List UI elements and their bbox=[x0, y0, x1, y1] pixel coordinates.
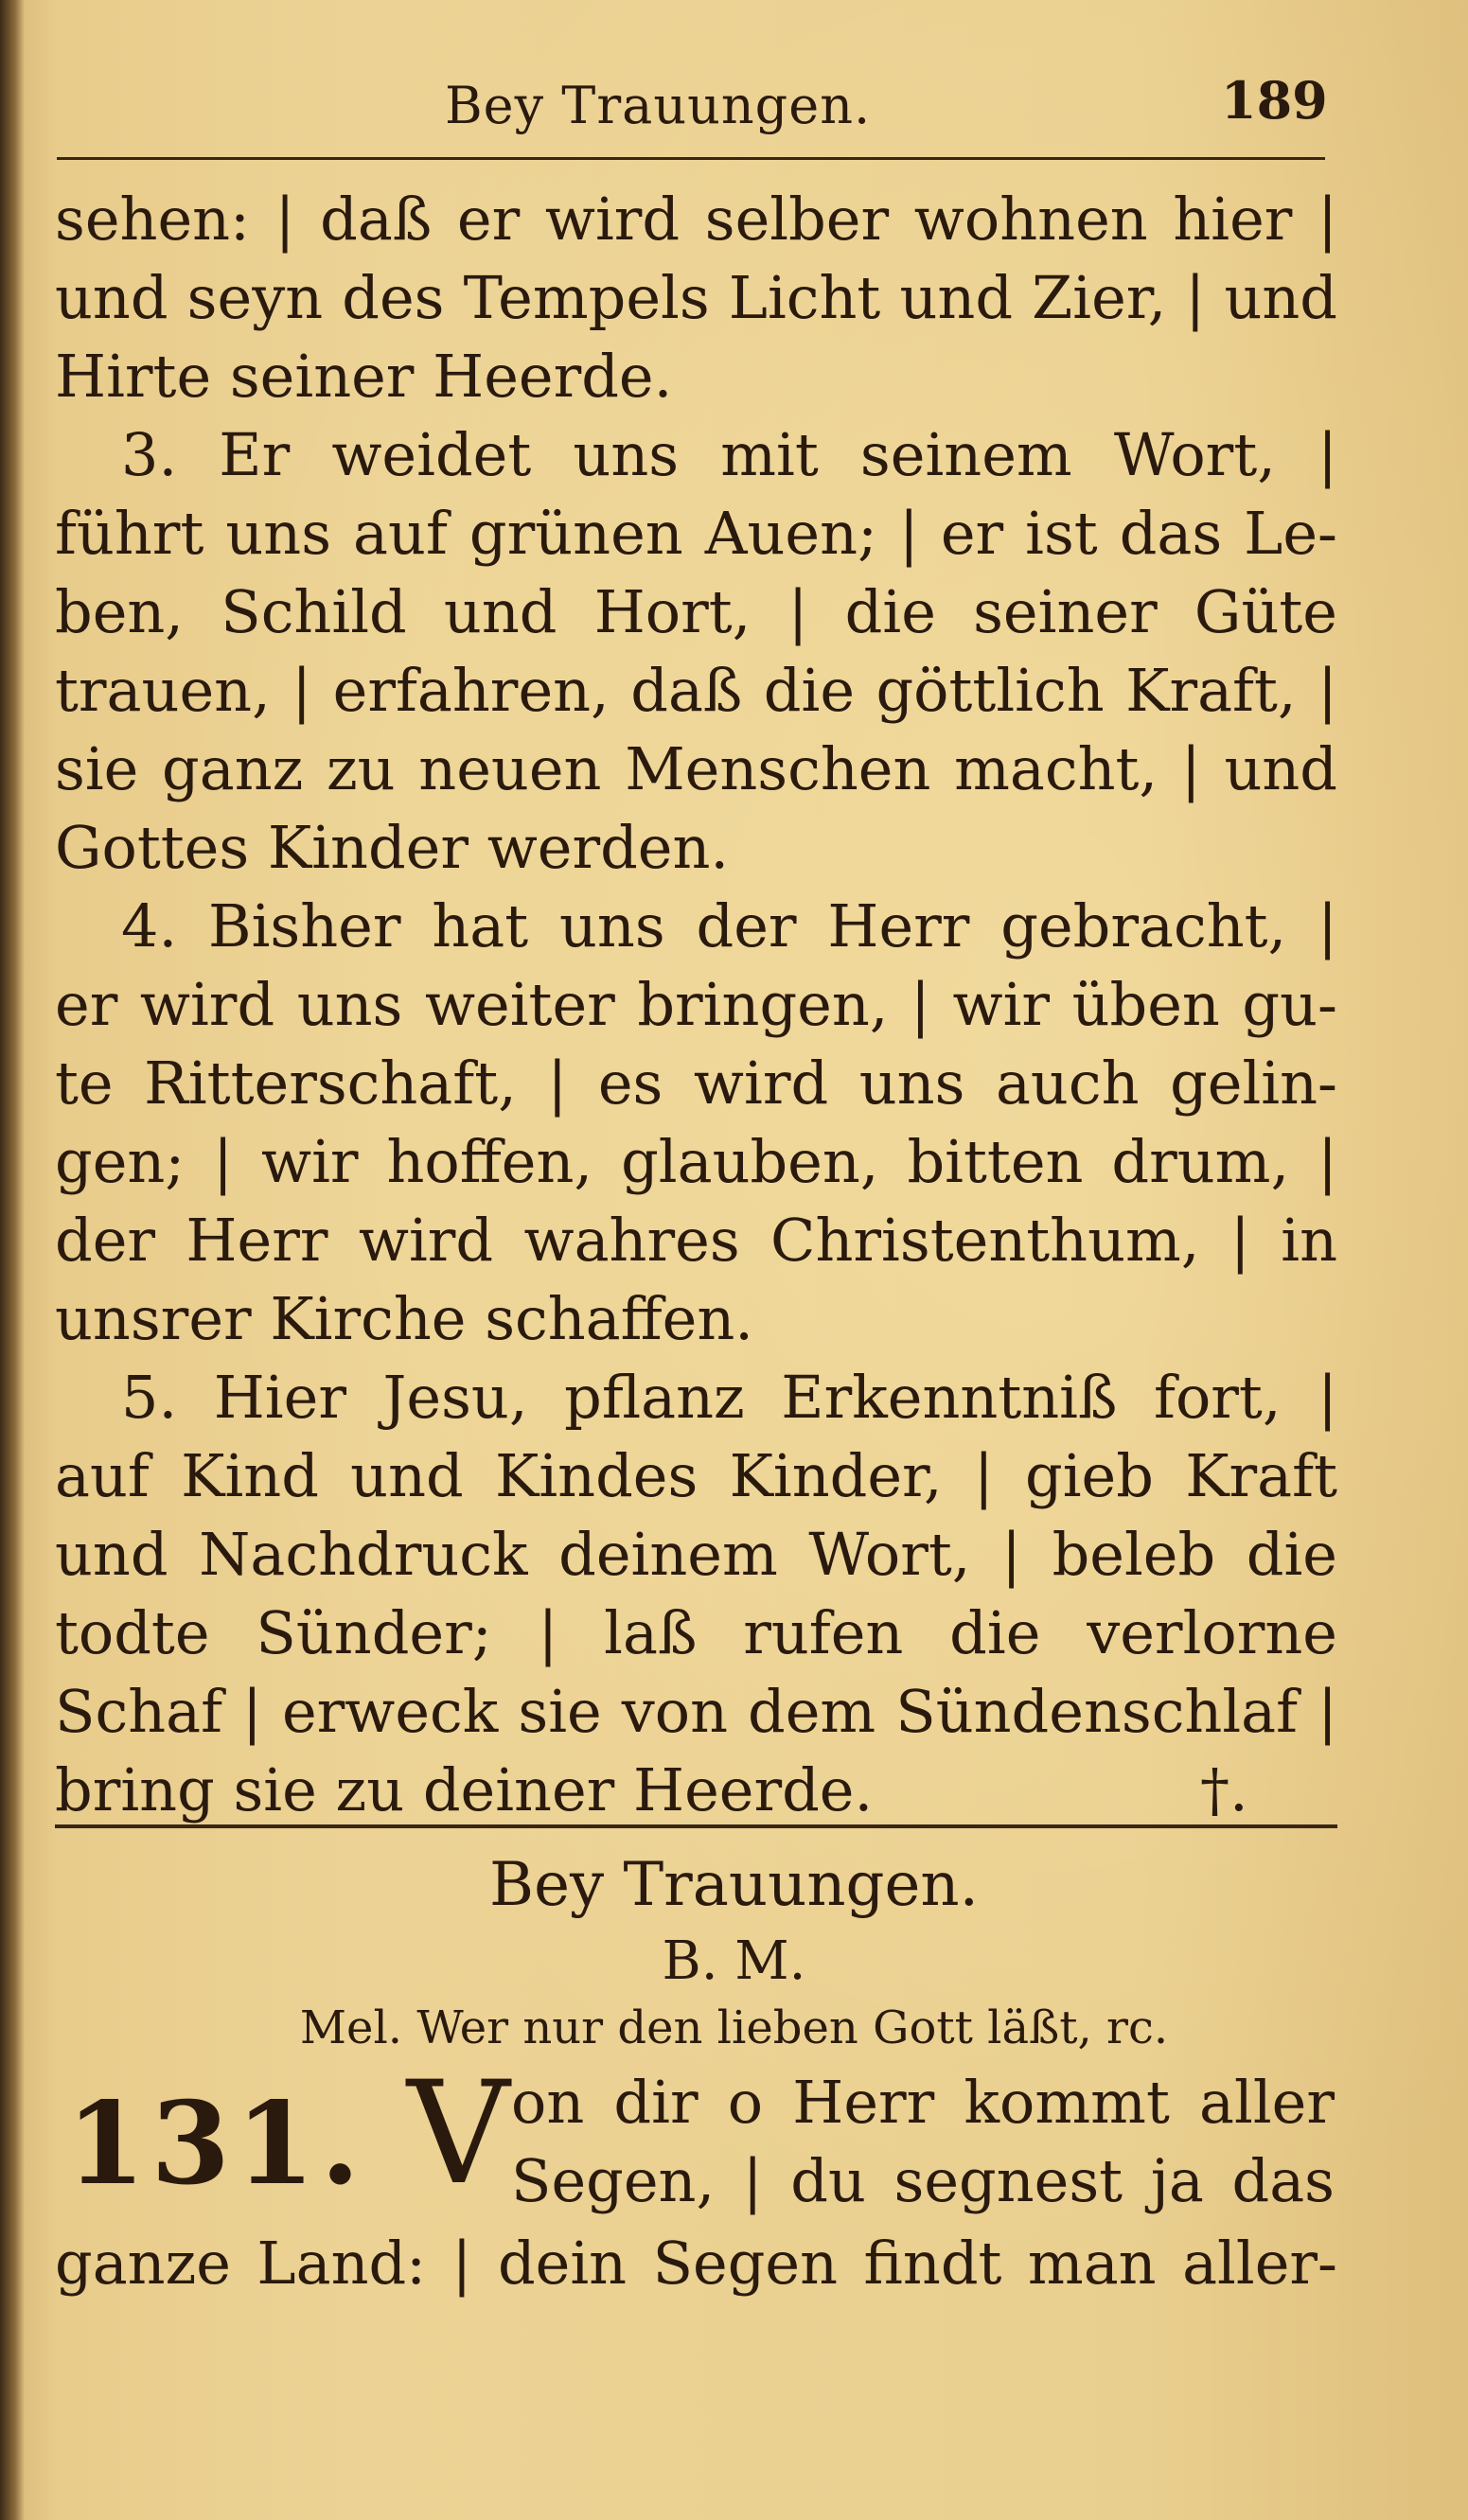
text-line: Hirte seiner Heerde. bbox=[55, 342, 673, 411]
text-line: sehen: | daß er wird selber wohnen hier | bbox=[55, 185, 1337, 254]
melody-reference: Mel. Wer nur den lieben Gott läßt, rc. bbox=[299, 2001, 1169, 2054]
hymn-number: 131. bbox=[66, 2077, 366, 2211]
text-line: trauen, | erfahren, daß die göttlich Kraft, | bbox=[55, 656, 1337, 725]
text-line: te Ritterschaft, | es wird uns auch gelin- bbox=[55, 1049, 1337, 1118]
text-line: und Nachdruck deinem Wort, | beleb die bbox=[55, 1520, 1337, 1589]
page-number: 189 bbox=[1221, 70, 1328, 131]
text-line: auf Kind und Kindes Kinder, | gieb Kraft bbox=[55, 1441, 1337, 1510]
text-line: der Herr wird wahres Christenthum, | in bbox=[55, 1206, 1337, 1275]
verse-3-start: 3. Er weidet uns mit seinem Wort, | bbox=[121, 420, 1337, 489]
verse-5-start: 5. Hier Jesu, pflanz Erkenntniß fort, | bbox=[121, 1363, 1337, 1432]
text-line: ben, Schild und Hort, | die seiner Güte bbox=[55, 577, 1337, 646]
text-line: gen; | wir hoffen, glauben, bitten drum, | bbox=[55, 1127, 1337, 1196]
section-heading: Bey Trauungen. bbox=[489, 1850, 979, 1920]
last-text-line bbox=[55, 1751, 1337, 1829]
text-line: Gottes Kinder werden. bbox=[55, 813, 730, 882]
text-line-content: bring sie zu deiner Heerde. bbox=[55, 1755, 874, 1824]
text-line: todte Sünder; | laß rufen die verlorne bbox=[55, 1598, 1337, 1667]
header-rule bbox=[57, 157, 1325, 160]
text-line: führt uns auf grünen Auen; | er ist das Le- bbox=[55, 499, 1337, 568]
text-line: unsrer Kirche schaffen. bbox=[55, 1284, 754, 1353]
text-line: Schaf | erweck sie von dem Sündenschlaf | bbox=[55, 1677, 1337, 1746]
hymn-line: Segen, | du segnest ja das bbox=[511, 2146, 1335, 2215]
drop-capital: V bbox=[407, 2052, 510, 2216]
section-subheading: B. M. bbox=[662, 1930, 806, 1992]
verse-4-start: 4. Bisher hat uns der Herr gebracht, | bbox=[121, 891, 1337, 960]
end-mark: †. bbox=[1200, 1755, 1248, 1824]
running-head-title: Bey Trauungen. bbox=[445, 76, 872, 135]
text-line: er wird uns weiter bringen, | wir üben gu- bbox=[55, 970, 1337, 1039]
section-divider bbox=[55, 1824, 1337, 1828]
text-line: sie ganz zu neuen Menschen macht, | und bbox=[55, 734, 1337, 803]
binding-edge bbox=[0, 0, 25, 2520]
text-line: und seyn des Tempels Licht und Zier, | und bbox=[55, 263, 1337, 332]
hymn-line: ganze Land: | dein Segen findt man aller- bbox=[55, 2229, 1337, 2298]
hymn-line: on dir o Herr kommt aller bbox=[511, 2068, 1335, 2137]
running-head bbox=[0, 66, 1468, 151]
hymn-text-block bbox=[55, 180, 1337, 1829]
